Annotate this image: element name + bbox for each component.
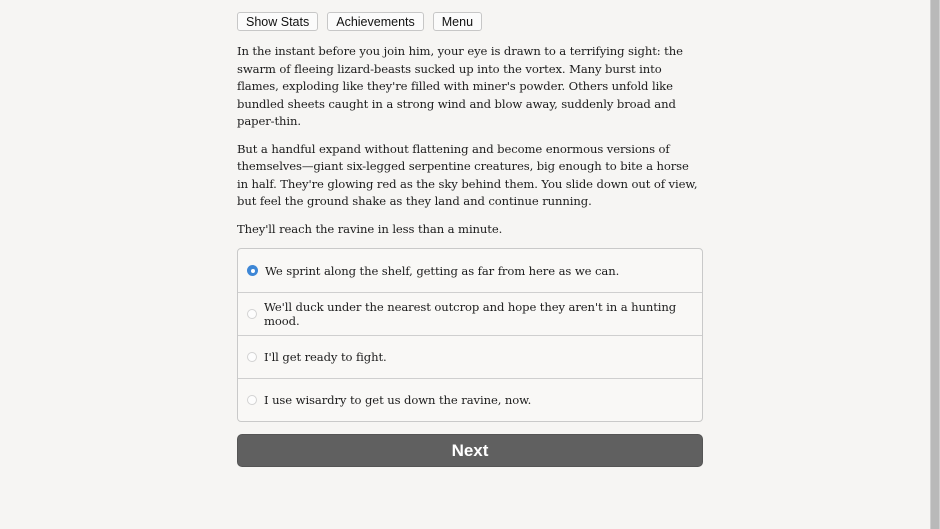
choice-label: I use wisardry to get us down the ravine, now. bbox=[264, 393, 532, 407]
choice-label: We'll duck under the nearest outcrop and hope they aren't in a hunting mood. bbox=[264, 300, 677, 328]
radio-unselected-icon[interactable] bbox=[247, 352, 257, 362]
radio-unselected-icon[interactable] bbox=[247, 395, 257, 405]
choice-list bbox=[237, 248, 703, 422]
game-main-column bbox=[237, 0, 703, 467]
story-paragraph: But a handful expand without flattening and become enormous versions of themselves—giant six-legged serpentine creatures, big enough to bite a horse in half. They're glowing red as the sky behind them. You slide down out of view, but feel the ground shake as they land and continue running. bbox=[237, 141, 698, 208]
story-text bbox=[237, 43, 703, 238]
story-paragraph: They'll reach the ravine in less than a minute. bbox=[237, 221, 503, 236]
radio-unselected-icon[interactable] bbox=[247, 309, 257, 319]
achievements-button[interactable]: Achievements bbox=[327, 12, 424, 31]
radio-selected-icon[interactable] bbox=[247, 265, 258, 276]
show-stats-button[interactable]: Show Stats bbox=[237, 12, 318, 31]
menu-button[interactable]: Menu bbox=[433, 12, 482, 31]
next-button[interactable]: Next bbox=[237, 434, 703, 467]
scrollbar-thumb[interactable] bbox=[931, 0, 939, 529]
choice-label: I'll get ready to fight. bbox=[264, 350, 387, 364]
choice-option-3[interactable] bbox=[238, 335, 702, 378]
choice-option-4[interactable] bbox=[238, 378, 702, 421]
toolbar bbox=[237, 12, 703, 31]
choice-option-2[interactable] bbox=[238, 292, 702, 335]
choice-option-1[interactable] bbox=[238, 249, 702, 292]
scrollbar-track[interactable] bbox=[930, 0, 940, 529]
story-paragraph: In the instant before you join him, your eye is drawn to a terrifying sight: the swarm of fleeing lizard-beasts sucked up into the vortex. Many burst into flames, exploding like they're filled with miner's powder. Others unfold like bundled sheets caught in a strong wind and blow away, suddenly broad and paper-thin. bbox=[237, 44, 683, 128]
choice-label: We sprint along the shelf, getting as far from here as we can. bbox=[265, 263, 620, 278]
